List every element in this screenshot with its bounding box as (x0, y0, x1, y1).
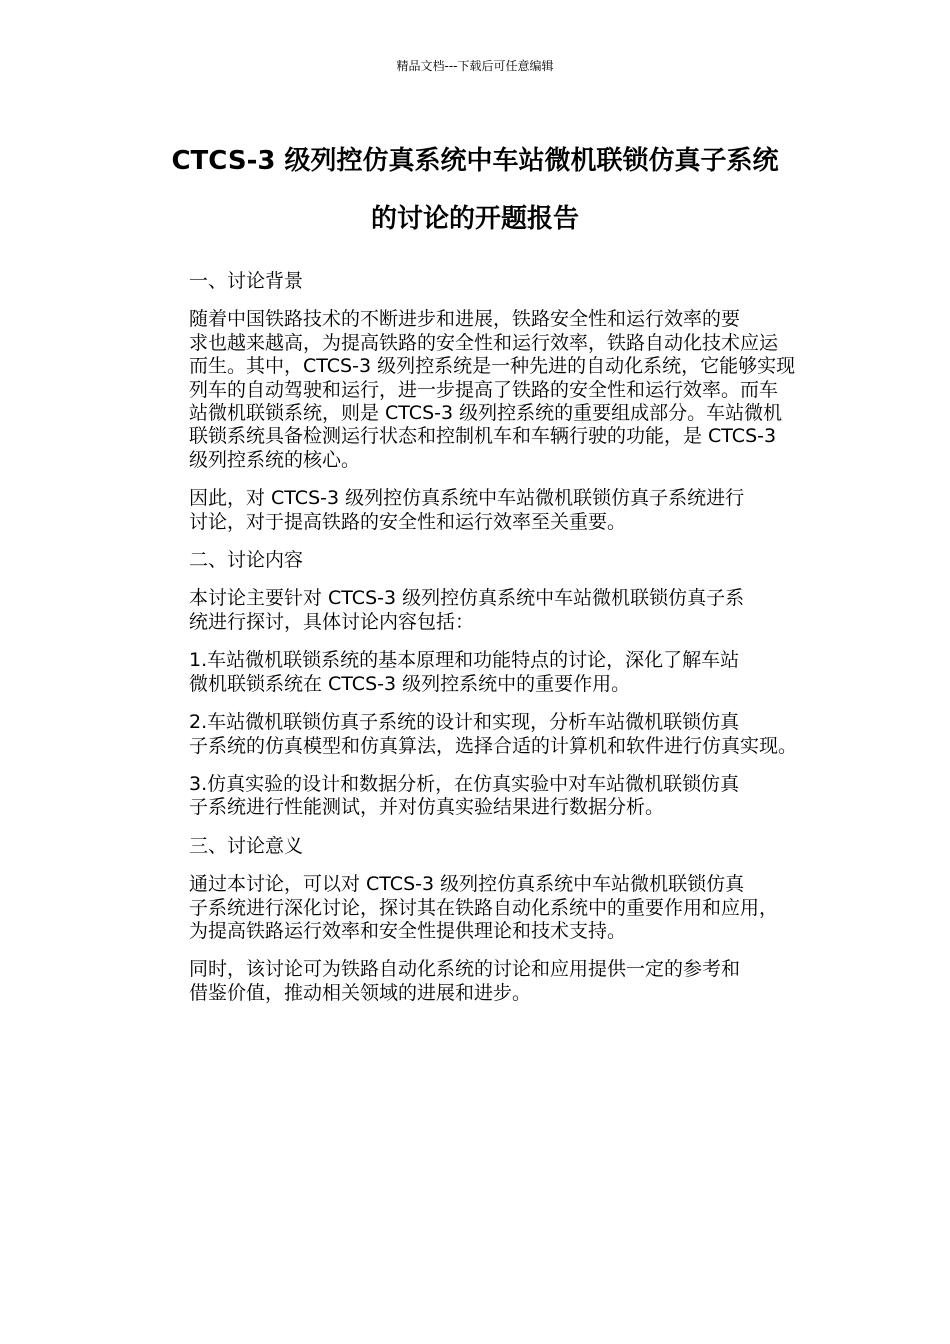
section-heading (145, 270, 810, 293)
title-line: 的讨论的开题报告 (370, 204, 579, 234)
text-line: 本讨论主要针对 CTCS-3 级列控仿真系统中车站微机联锁仿真子系 (189, 587, 745, 610)
text-line: 2.车站微机联锁仿真子系统的设计和实现，分析车站微机联锁仿真 (189, 711, 740, 734)
text-line: 联锁系统具备检测运行状态和控制机车和车辆行驶的功能，是 CTCS-3 (189, 425, 777, 448)
text-line: 三、讨论意义 (189, 834, 304, 857)
text-line: 通过本讨论，可以对 CTCS-3 级列控仿真系统中车站微机联锁仿真 (189, 873, 745, 896)
section-heading (145, 835, 810, 858)
text-line: 二、讨论内容 (189, 549, 304, 572)
title-line: CTCS-3 级列控仿真系统中车站微机联锁仿真子系统 (171, 146, 779, 176)
text-line: 1.车站微机联锁系统的基本原理和功能特点的讨论，深化了解车站 (189, 649, 740, 672)
text-line: 为提高铁路运行效率和安全性提供理论和技术支持。 (189, 919, 627, 942)
section-heading (145, 549, 810, 572)
text-line: 级列控系统的核心。 (189, 448, 361, 471)
text-line: 求也越来越高，为提高铁路的安全性和运行效率，铁路自动化技术应运 (189, 331, 779, 354)
text-line: 统进行探讨，具体讨论内容包括： (189, 610, 475, 633)
paragraph (145, 308, 810, 472)
text-line: 讨论，对于提高铁路的安全性和运行效率至关重要。 (189, 510, 627, 533)
text-line: 借鉴价值，推动相关领域的进展和进步。 (189, 981, 532, 1004)
paragraph (145, 711, 810, 758)
text-line: 列车的自动驾驶和运行，进一步提高了铁路的安全性和运行效率。而车 (189, 378, 779, 401)
text-line: 微机联锁系统在 CTCS-3 级列控系统中的重要作用。 (189, 672, 631, 695)
paragraph (145, 487, 810, 534)
paragraph (145, 649, 810, 696)
text-line: 子系统进行深化讨论，探讨其在铁路自动化系统中的重要作用和应用， (189, 896, 779, 919)
document-body (145, 270, 810, 1020)
text-line: 随着中国铁路技术的不断进步和进展，铁路安全性和运行效率的要 (189, 308, 741, 331)
text-line: 子系统的仿真模型和仿真算法，选择合适的计算机和软件进行仿真实现。 (189, 734, 798, 757)
text-line: 同时，该讨论可为铁路自动化系统的讨论和应用提供一定的参考和 (189, 958, 741, 981)
paragraph (145, 773, 810, 820)
text-line: 因此，对 CTCS-3 级列控仿真系统中车站微机联锁仿真子系统进行 (189, 487, 745, 510)
text-line: 3.仿真实验的设计和数据分析，在仿真实验中对车站微机联锁仿真 (189, 772, 740, 795)
text-line: 而生。其中，CTCS-3 级列控系统是一种先进的自动化系统，它能够实现 (189, 355, 796, 378)
paragraph (145, 587, 810, 634)
paragraph (145, 958, 810, 1005)
paragraph (145, 873, 810, 943)
text-line: 子系统进行性能测试，并对仿真实验结果进行数据分析。 (189, 796, 665, 819)
page-header: 精品文档---下载后可任意编辑 (396, 59, 554, 73)
document-title (110, 132, 840, 248)
text-line: 站微机联锁系统，则是 CTCS-3 级列控系统的重要组成部分。车站微机 (189, 402, 783, 425)
text-line: 一、讨论背景 (189, 270, 304, 292)
